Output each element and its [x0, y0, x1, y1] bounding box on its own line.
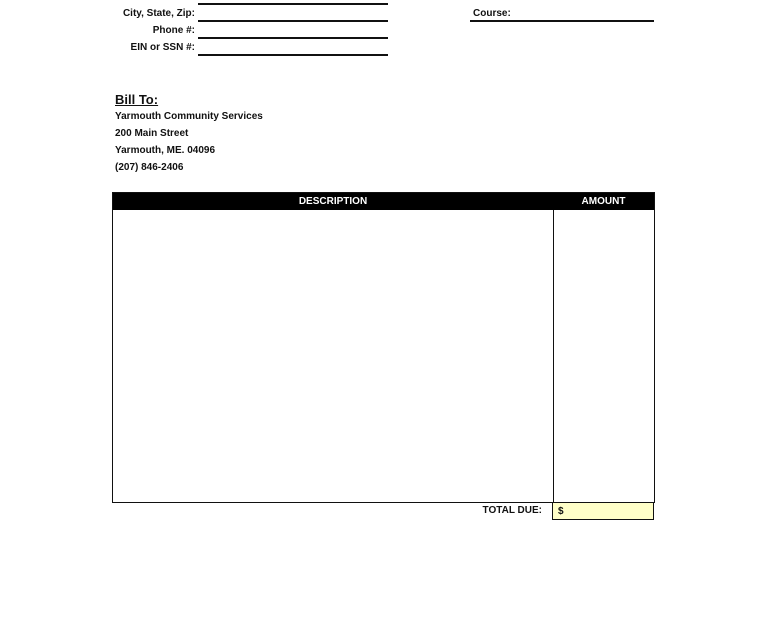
- city-state-zip-field[interactable]: [198, 20, 388, 22]
- description-header: DESCRIPTION: [298, 196, 368, 207]
- ein-ssn-label: EIN or SSN #:: [130, 42, 195, 53]
- phone-label: Phone #:: [152, 25, 195, 36]
- city-state-zip-label: City, State, Zip:: [122, 8, 195, 19]
- course-label: Course:: [473, 8, 511, 19]
- total-due-label: TOTAL DUE:: [482, 505, 542, 516]
- course-field[interactable]: [470, 20, 654, 22]
- invoice-table: [112, 192, 655, 503]
- bill-to-heading: Bill To:: [115, 92, 159, 107]
- table-header: [113, 193, 654, 210]
- phone-field[interactable]: [198, 37, 388, 39]
- column-divider: [553, 210, 554, 502]
- amount-header: AMOUNT: [581, 196, 626, 207]
- bill-to-city: Yarmouth, ME. 04096: [115, 145, 216, 156]
- address-line[interactable]: [198, 3, 388, 5]
- currency-symbol: $: [558, 506, 564, 517]
- bill-to-phone: (207) 846-2406: [115, 162, 184, 173]
- bill-to-name: Yarmouth Community Services: [115, 111, 263, 122]
- ein-ssn-field[interactable]: [198, 54, 388, 56]
- bill-to-street: 200 Main Street: [115, 128, 189, 139]
- total-due-field[interactable]: [552, 502, 654, 520]
